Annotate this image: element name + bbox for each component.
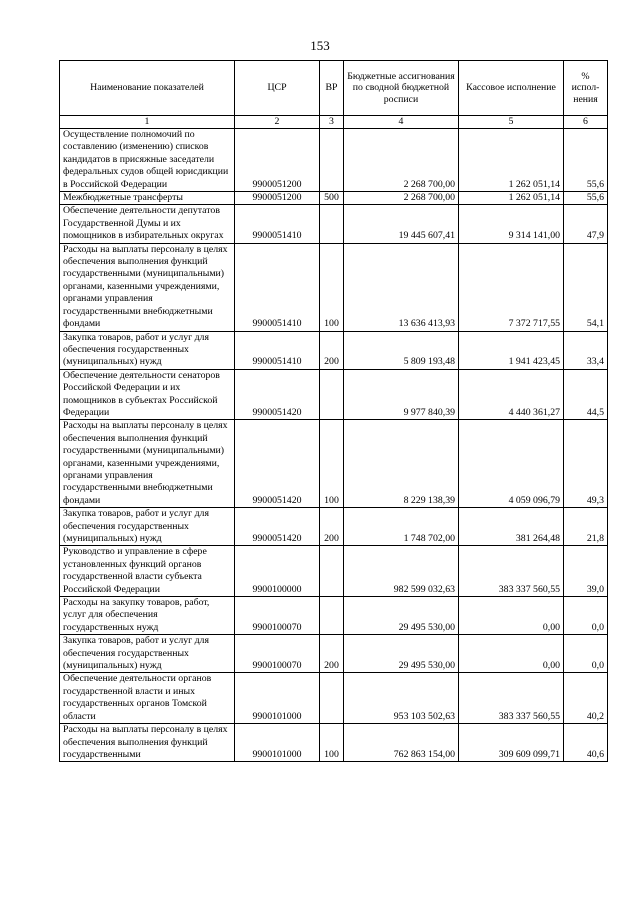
row-name: Осуществление полномочий по составлению (изменению) списков кандидатов в присяжные заседатели федеральных судов общей юрисдикции в Российской Федерации	[60, 129, 235, 192]
row-vr: 200	[320, 508, 344, 546]
column-number: 2	[235, 116, 320, 129]
row-pct: 0,0	[564, 635, 608, 673]
row-pct: 55,6	[564, 129, 608, 192]
row-csr: 9900051410	[235, 243, 320, 331]
row-budget: 13 636 413,93	[344, 243, 459, 331]
table-row	[60, 597, 608, 635]
row-vr	[320, 597, 344, 635]
row-name: Расходы на выплаты персоналу в целях обеспечения выполнения функций государственными (муниципальными) органами, казенными учреждениями, органами управления государственными внебюджетными фондами	[60, 243, 235, 331]
row-csr: 9900100070	[235, 597, 320, 635]
row-cash: 1 262 051,14	[459, 192, 564, 205]
row-name: Обеспечение деятельности органов государственной власти и иных государственных органов Томской области	[60, 673, 235, 724]
row-name: Закупка товаров, работ и услуг для обеспечения государственных (муниципальных) нужд	[60, 331, 235, 369]
row-csr: 9900051410	[235, 331, 320, 369]
row-csr: 9900101000	[235, 673, 320, 724]
header-name: Наименование показателей	[60, 61, 235, 116]
row-pct: 21,8	[564, 508, 608, 546]
row-pct: 33,4	[564, 331, 608, 369]
row-csr: 9900051200	[235, 129, 320, 192]
header-pct: % испол-нения	[564, 61, 608, 116]
row-cash: 381 264,48	[459, 508, 564, 546]
row-cash: 1 941 423,45	[459, 331, 564, 369]
header-cash: Кассовое исполнение	[459, 61, 564, 116]
table-row	[60, 129, 608, 192]
row-csr: 9900051410	[235, 205, 320, 243]
header-csr: ЦСР	[235, 61, 320, 116]
row-name: Обеспечение деятельности сенаторов Российской Федерации и их помощников в субъектах Российской Федерации	[60, 369, 235, 420]
row-name: Межбюджетные трансферты	[60, 192, 235, 205]
table-row	[60, 243, 608, 331]
row-name: Расходы на выплаты персоналу в целях обеспечения выполнения функций государственными (муниципальными) органами, казенными учреждениями, органами управления государственными внебюджетными фондами	[60, 420, 235, 508]
row-cash: 9 314 141,00	[459, 205, 564, 243]
row-budget: 953 103 502,63	[344, 673, 459, 724]
row-cash: 383 337 560,55	[459, 673, 564, 724]
row-pct: 40,6	[564, 724, 608, 762]
row-vr: 100	[320, 724, 344, 762]
row-csr: 9900051420	[235, 420, 320, 508]
table-row	[60, 673, 608, 724]
row-vr: 200	[320, 331, 344, 369]
budget-execution-table	[59, 60, 608, 762]
table-row	[60, 546, 608, 597]
table-row	[60, 205, 608, 243]
table-row	[60, 420, 608, 508]
page-number: 153	[310, 38, 330, 53]
table-row	[60, 369, 608, 420]
row-name: Руководство и управление в сфере установленных функций органов государственной власти субъекта Российской Федерации	[60, 546, 235, 597]
column-number: 6	[564, 116, 608, 129]
header-row	[60, 61, 608, 116]
column-number: 1	[60, 116, 235, 129]
table-row	[60, 724, 608, 762]
row-budget: 29 495 530,00	[344, 597, 459, 635]
row-csr: 9900051420	[235, 369, 320, 420]
row-vr	[320, 129, 344, 192]
row-name: Обеспечение деятельности депутатов Государственной Думы и их помощников в избирательных округах	[60, 205, 235, 243]
table-row	[60, 192, 608, 205]
header-vr: ВР	[320, 61, 344, 116]
table-row	[60, 331, 608, 369]
row-pct: 0,0	[564, 597, 608, 635]
row-cash: 309 609 099,71	[459, 724, 564, 762]
row-name: Закупка товаров, работ и услуг для обеспечения государственных (муниципальных) нужд	[60, 508, 235, 546]
row-budget: 29 495 530,00	[344, 635, 459, 673]
column-number: 3	[320, 116, 344, 129]
row-budget: 8 229 138,39	[344, 420, 459, 508]
row-vr: 500	[320, 192, 344, 205]
row-budget: 1 748 702,00	[344, 508, 459, 546]
row-vr: 100	[320, 420, 344, 508]
row-pct: 54,1	[564, 243, 608, 331]
row-csr: 9900100000	[235, 546, 320, 597]
row-cash: 4 440 361,27	[459, 369, 564, 420]
row-name: Расходы на выплаты персоналу в целях обеспечения выполнения функций государственными	[60, 724, 235, 762]
row-budget: 982 599 032,63	[344, 546, 459, 597]
row-budget: 762 863 154,00	[344, 724, 459, 762]
table-row	[60, 635, 608, 673]
table-row	[60, 508, 608, 546]
row-cash: 4 059 096,79	[459, 420, 564, 508]
row-vr	[320, 369, 344, 420]
column-number-row	[60, 116, 608, 129]
row-name: Закупка товаров, работ и услуг для обеспечения государственных (муниципальных) нужд	[60, 635, 235, 673]
row-csr: 9900100070	[235, 635, 320, 673]
row-vr	[320, 673, 344, 724]
row-cash: 1 262 051,14	[459, 129, 564, 192]
header-budget: Бюджетные ассигнования по сводной бюджетной росписи	[344, 61, 459, 116]
row-pct: 55,6	[564, 192, 608, 205]
row-cash: 0,00	[459, 597, 564, 635]
row-name: Расходы на закупку товаров, работ, услуг для обеспечения государственных нужд	[60, 597, 235, 635]
row-vr: 100	[320, 243, 344, 331]
row-budget: 5 809 193,48	[344, 331, 459, 369]
row-csr: 9900051420	[235, 508, 320, 546]
row-pct: 47,9	[564, 205, 608, 243]
row-vr: 200	[320, 635, 344, 673]
row-csr: 9900051200	[235, 192, 320, 205]
row-vr	[320, 546, 344, 597]
row-pct: 44,5	[564, 369, 608, 420]
row-budget: 2 268 700,00	[344, 192, 459, 205]
row-csr: 9900101000	[235, 724, 320, 762]
column-number: 5	[459, 116, 564, 129]
row-budget: 19 445 607,41	[344, 205, 459, 243]
row-vr	[320, 205, 344, 243]
row-cash: 7 372 717,55	[459, 243, 564, 331]
row-pct: 40,2	[564, 673, 608, 724]
row-budget: 9 977 840,39	[344, 369, 459, 420]
row-cash: 0,00	[459, 635, 564, 673]
column-number: 4	[344, 116, 459, 129]
row-pct: 39,0	[564, 546, 608, 597]
row-cash: 383 337 560,55	[459, 546, 564, 597]
row-pct: 49,3	[564, 420, 608, 508]
row-budget: 2 268 700,00	[344, 129, 459, 192]
